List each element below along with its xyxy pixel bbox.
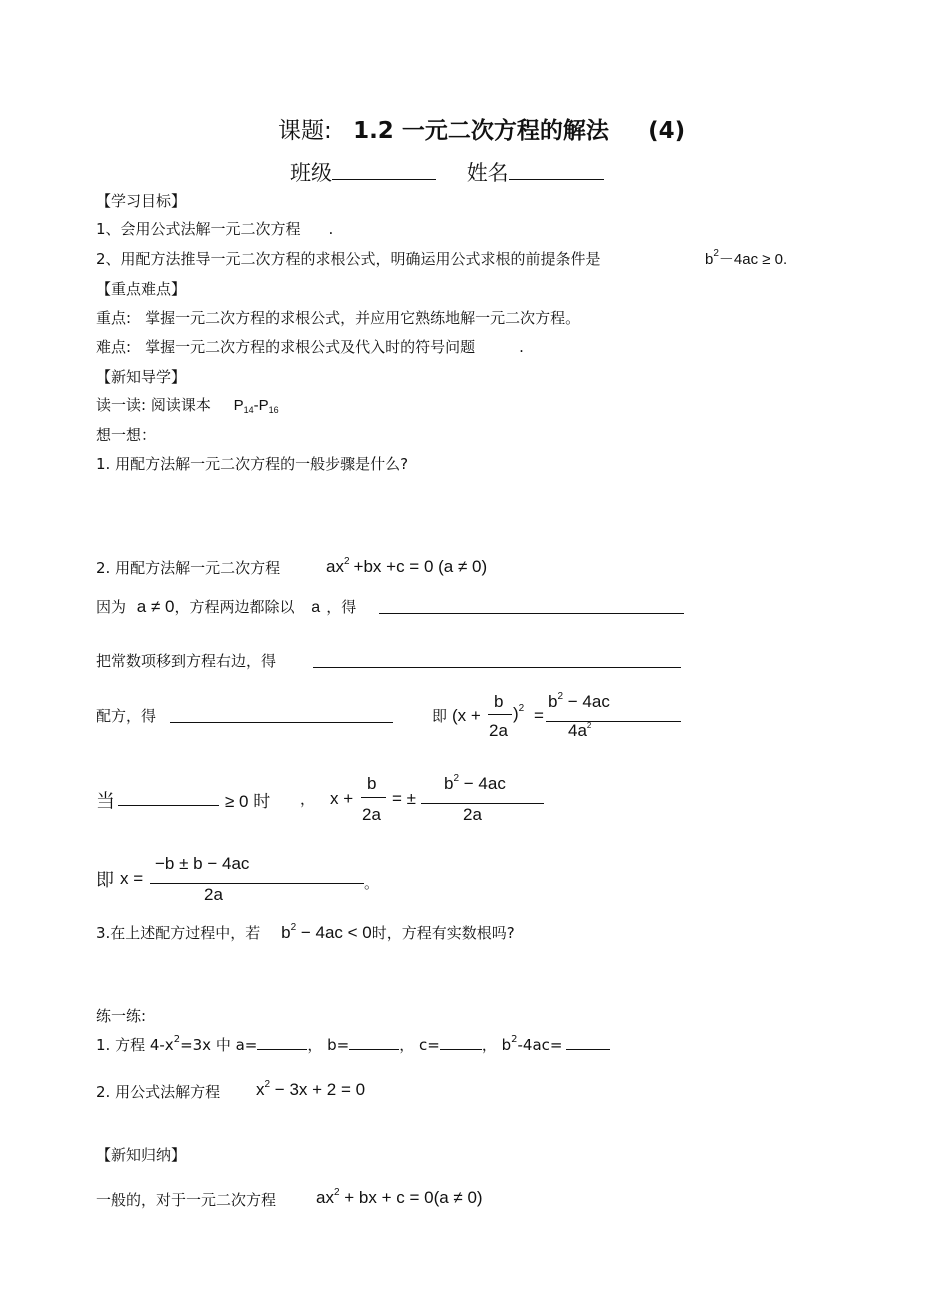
step4-pm: = ± [392, 789, 416, 808]
practice-1: 1. 方程 $4-x^2=3x$ 中 a= ， b= ， c= ， $b^2-4ac=$ [96, 1034, 610, 1055]
practice-2: 2. 用公式法解方程 [96, 1083, 221, 1101]
title-suffix: (4) [648, 118, 686, 144]
step-complete-blank[interactable] [170, 722, 393, 723]
objective-2: 2、用配方法推导一元二次方程的求根公式，明确运用公式求根的前提条件是 [96, 250, 601, 268]
step4-frac-num: b [367, 774, 377, 793]
step3-frac-num: b [494, 692, 504, 711]
think-heading: 想一想： [96, 426, 157, 444]
practice-2-equation: $x^2 - 3x + 2 = 0$ [256, 1079, 366, 1099]
step4-comma: ， [300, 790, 316, 808]
step-divide-blank[interactable] [379, 613, 684, 614]
step-divide: 因为 a ≠ 0，方程两边都除以 a ，得 [96, 597, 357, 616]
summary-heading: 【新知归纳】 [96, 1146, 187, 1164]
step3-frac-bar [488, 714, 512, 715]
step3-rhs-num: $b^2 - 4ac$ [548, 691, 610, 711]
keypoints-heading: 【重点难点】 [96, 280, 187, 298]
question-1: 1. 用配方法解一元二次方程的一般步骤是什么? [96, 455, 409, 473]
step5-den: 2a [204, 885, 223, 904]
step3-ji: 即 [432, 707, 448, 725]
step-move-constant: 把常数项移到方程右边，得 [96, 652, 277, 670]
question-2: 2. 用配方法解一元二次方程 [96, 559, 281, 577]
class-blank[interactable] [332, 179, 436, 180]
step5-ji: 即 [96, 870, 114, 891]
key-point: 重点: 掌握一元二次方程的求根公式，并应用它熟练地解一元二次方程。 [96, 309, 581, 327]
step5-num: −b ± b − 4ac [155, 854, 250, 873]
objective-1: 1、会用公式法解一元二次方程 . [96, 220, 334, 238]
objective-2-condition: $b^2-4ac \ge 0$. [705, 248, 788, 268]
summary-equation: $ax^2$ + bx + c = 0(a ≠ 0) [316, 1187, 483, 1207]
step3-frac-den: 2a [489, 721, 508, 740]
step4-when: 当 [96, 790, 116, 812]
guide-heading: 【新知导学】 [96, 368, 187, 386]
step3-equals: = [534, 706, 544, 725]
step4-blank[interactable] [118, 805, 219, 806]
step-complete-square: 配方，得 [96, 707, 157, 725]
step4-ge: ≥ 0 时 [225, 792, 271, 811]
step4-rhs-bar [421, 803, 544, 804]
step4-x-plus: x + [330, 789, 354, 808]
class-name-row [290, 157, 604, 187]
step4-rhs-num: $b^2 - 4ac$ [444, 773, 506, 793]
step5-x: x = [120, 869, 144, 888]
title-prefix: 课题: [278, 118, 332, 144]
blank-discriminant[interactable] [566, 1049, 610, 1050]
blank-b[interactable] [349, 1049, 399, 1050]
objectives-heading: 【学习目标】 [96, 192, 187, 210]
step3-close: )$^2$ [513, 703, 525, 723]
step3-rhs-den: $4a^2$ [568, 721, 592, 740]
step4-frac-bar [361, 797, 386, 798]
title-main: 1.2 一元二次方程的解法 [353, 118, 609, 144]
step4-rhs-den: 2a [463, 805, 482, 824]
step-move-blank[interactable] [313, 667, 681, 668]
difficult-point: 难点: 掌握一元二次方程的求根公式及代入时的符号问题 . [96, 338, 524, 356]
step5-end: 。 [364, 874, 380, 892]
page-title [278, 112, 685, 145]
step4-frac-den: 2a [362, 805, 381, 824]
summary-text: 一般的，对于一元二次方程 [96, 1191, 277, 1209]
read-line: 读一读: 阅读课本 $P_{14}-P_{16}$ [96, 396, 279, 415]
blank-a[interactable] [257, 1049, 307, 1050]
name-blank[interactable] [509, 179, 604, 180]
step5-bar [150, 883, 364, 884]
name-label: 姓名 [466, 161, 509, 185]
step3-x-plus: (x + [452, 706, 481, 725]
question-3: 3.在上述配方过程中，若 $b^2 - 4ac < 0$时，方程有实数根吗? [96, 922, 515, 942]
step3-rhs-bar [546, 721, 681, 722]
blank-c[interactable] [440, 1049, 482, 1050]
question-2-equation: $ax^2 +bx +c = 0$ (a ≠ 0) [326, 556, 488, 576]
practice-heading: 练一练: [96, 1007, 147, 1025]
class-label: 班级 [290, 161, 332, 185]
